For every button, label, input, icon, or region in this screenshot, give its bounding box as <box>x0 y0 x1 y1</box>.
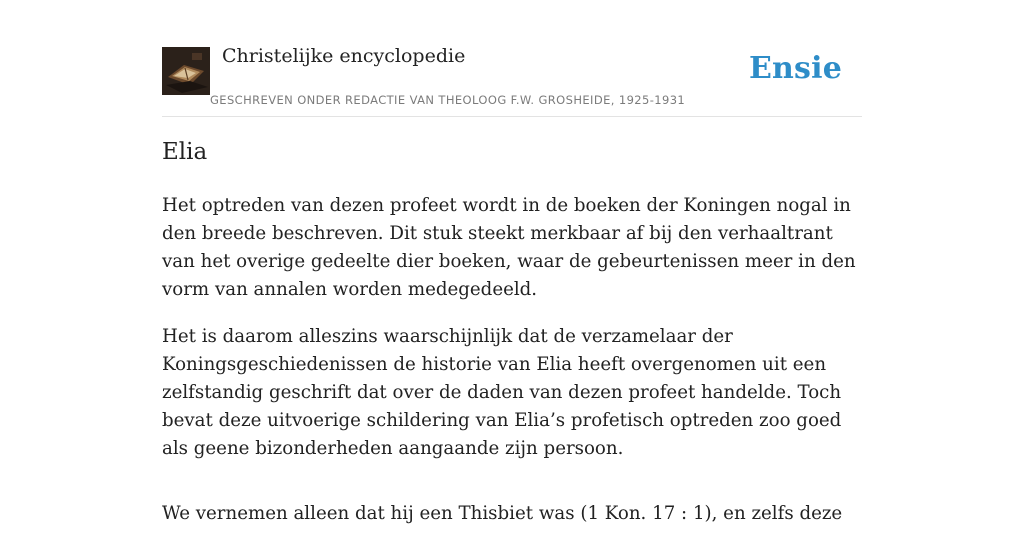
article-paragraph: Het is daarom alleszins waarschijnlijk dat de verzamelaar der Koningsgeschiedenissen de historie van Elia heeft overgenomen uit een zelfstandig geschrift dat over de daden van dezen profeet handelde. Toch bevat deze uitvoerige schildering van Elia’s profetisch optreden zoo goed als geene bizonderheden aangaande zijn persoon. <box>162 326 842 459</box>
book-photo-icon <box>162 47 210 95</box>
brand-logo-link[interactable]: Ensie <box>748 51 842 86</box>
article-title: Elia <box>162 139 208 165</box>
site-header <box>162 0 862 117</box>
article-paragraph: Het optreden van dezen profeet wordt in de boeken der Koningen nogal in den breede beschreven. Dit stuk steekt merkbaar af bij den verhaaltrant van het overige gedeelte dier boeken, waar de gebeurtenissen meer in den vorm van annalen worden medegedeeld. <box>162 195 856 300</box>
article-body <box>162 192 862 547</box>
site-title[interactable]: Christelijke encyclopedie <box>222 45 466 67</box>
page <box>162 0 862 524</box>
avatar[interactable] <box>162 47 210 95</box>
article-paragraph: We vernemen alleen dat hij een Thisbiet was (1 Kon. 17 : 1), en zelfs deze <box>162 503 843 524</box>
site-subtitle: GESCHREVEN ONDER REDACTIE VAN THEOLOOG F.W. GROSHEIDE, 1925-1931 <box>210 93 686 107</box>
